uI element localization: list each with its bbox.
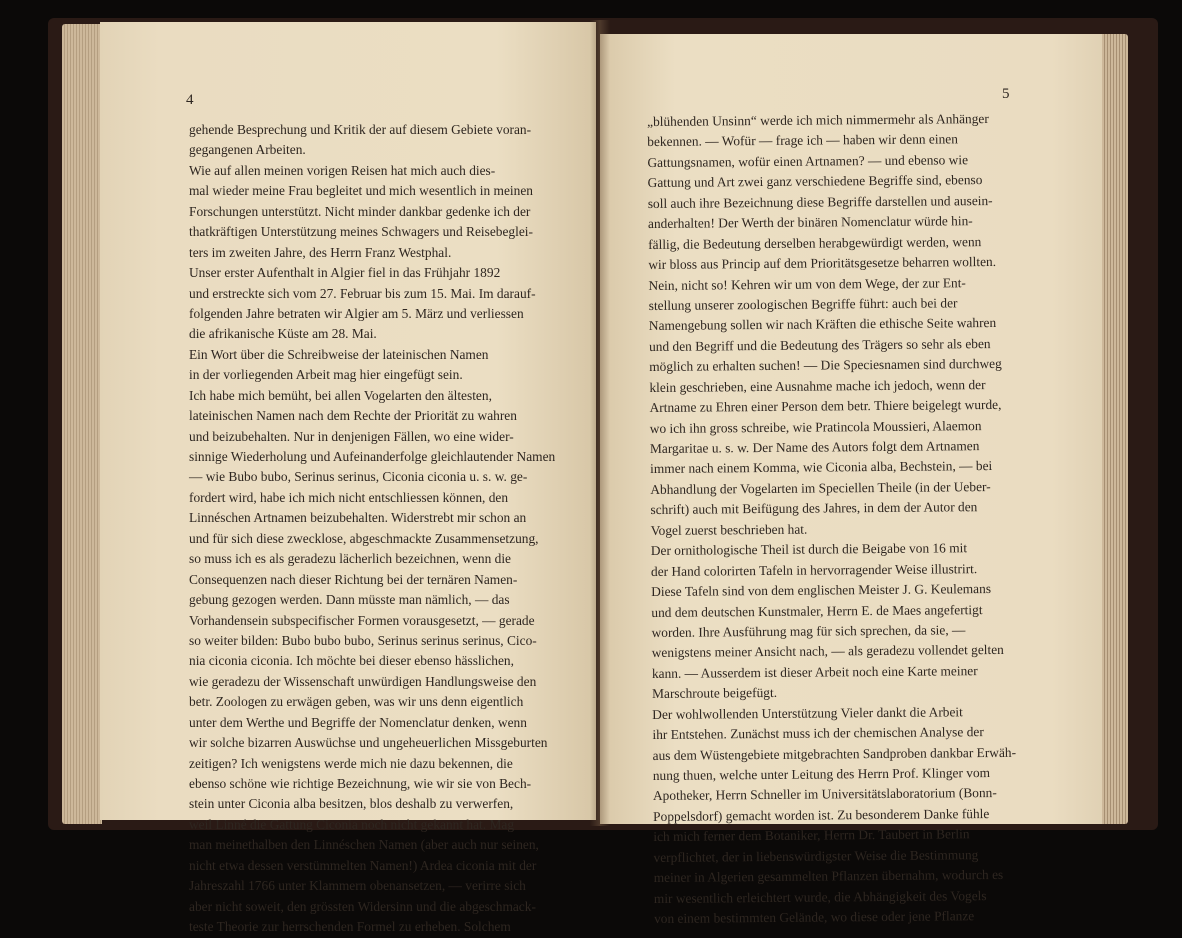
text-line: Wie auf allen meinen vorigen Reisen hat mich auch dies- bbox=[189, 162, 496, 178]
page-edges-right bbox=[1102, 34, 1128, 824]
text-line: Diese Tafeln sind von dem englischen Meister J. G. Keulemans bbox=[651, 581, 992, 600]
text-line: Forschungen unterstützt. Nicht minder dankbar gedenke ich der bbox=[189, 203, 531, 219]
text-line: Vogel zuerst beschrieben hat. bbox=[650, 521, 808, 538]
text-line: sinnige Wiederholung und Aufeinanderfolge gleichlautender Namen bbox=[189, 449, 556, 464]
left-page bbox=[100, 22, 596, 935]
text-line: in der vorliegenden Arbeit mag hier eingefügt sein. bbox=[189, 367, 463, 383]
page-number-left: 4 bbox=[186, 92, 194, 108]
text-line: wo ich ihn gross schreibe, wie Pratincola Moussieri, Alaemon bbox=[649, 417, 982, 436]
text-line: Poppelsdorf) gemacht worden ist. Zu besonderem Danke fühle bbox=[653, 805, 990, 824]
text-line: mir wesentlich erleichtert wurde, die Abhängigkeit des Vogels bbox=[653, 887, 987, 906]
text-line: betr. Zoologen zu erwägen geben, was wir uns denn eigentlich bbox=[189, 694, 524, 710]
text-line: schrift) auch mit Beifügung des Jahres, in dem der Autor den bbox=[650, 499, 978, 518]
text-line: Abhandlung der Vogelarten im Speciellen Theile (in der Ueber- bbox=[650, 478, 991, 497]
text-line: anderhalten! Der Werth der binären Nomenclatur würde hin- bbox=[647, 213, 973, 232]
text-line: klein geschrieben, eine Ausnahme mache ich jedoch, wenn der bbox=[649, 376, 986, 395]
text-line: Namengebung sollen wir nach Kräften die ethische Seite wahren bbox=[648, 315, 997, 334]
text-line: so weiter bilden: Bubo bubo bubo, Serinus serinus serinus, Cico- bbox=[189, 632, 537, 648]
text-line: Jahreszahl 1766 unter Klammern obenansetzen, — verirre sich bbox=[189, 878, 526, 894]
text-line: meiner in Algerien gesammelten Pflanzen übernahm, wodurch es bbox=[653, 867, 1004, 886]
text-line: gegangenen Arbeiten. bbox=[189, 142, 306, 158]
text-line: thatkräftigen Unterstützung meines Schwagers und Reisebeglei- bbox=[189, 224, 533, 240]
text-line: Linnéschen Artnamen beizubehalten. Widerstrebt mir schon an bbox=[189, 510, 527, 526]
text-line: wir solche bizarren Auswüchse und ungeheuerlichen Missgeburten bbox=[189, 735, 548, 751]
text-line: „blühenden Unsinn“ werde ich mich nimmermehr als Anhänger bbox=[647, 111, 989, 129]
text-line: wir bloss aus Princip auf dem Prioritätsgesetze beharren wollten. bbox=[648, 254, 997, 273]
text-line: immer nach einem Komma, wie Ciconia alba, Bechstein, — bei bbox=[650, 458, 993, 477]
text-line: und dem deutschen Kunstmaler, Herrn E. de Maes angefertigt bbox=[651, 601, 983, 620]
text-line: Ich habe mich bemüht, bei allen Vogelarten den ältesten, bbox=[189, 387, 492, 403]
text-line: stellung unserer zoologischen Begriffe führt: auch bei der bbox=[648, 295, 958, 313]
text-line: Ein Wort über die Schreibweise der lateinischen Namen bbox=[189, 346, 489, 362]
text-line: nung thuen, welche unter Leitung des Herrn Prof. Klinger vom bbox=[652, 765, 991, 783]
text-line: ihr Entstehen. Zunächst muss ich der chemischen Analyse der bbox=[652, 724, 984, 743]
text-line: bekennen. — Wofür — frage ich — haben wir denn einen bbox=[647, 131, 958, 150]
text-line: und beizubehalten. Nur in denjenigen Fällen, wo eine wider- bbox=[189, 428, 514, 444]
text-line: teste Theorie zur herrschenden Formel zu erheben. Solchem bbox=[189, 919, 511, 935]
page-edges-left bbox=[62, 24, 102, 824]
text-line: Nein, nicht so! Kehren wir um von dem Wege, der zur Ent- bbox=[648, 274, 966, 293]
text-line: so muss ich es als geradezu lächerlich bezeichnen, wenn die bbox=[189, 551, 511, 567]
text-line: Apotheker, Herrn Schneller im Universitätslaboratorium (Bonn- bbox=[652, 785, 997, 804]
text-line: ters im zweiten Jahre, des Herrn Franz Westphal. bbox=[189, 244, 452, 260]
text-line: aus dem Wüstengebiete mitgebrachten Sandproben dankbar Erwäh- bbox=[652, 744, 1017, 763]
text-line: fordert wird, habe ich mich nicht entschliessen können, den bbox=[189, 489, 509, 505]
text-line: nicht etwa dessen verstümmelten Namen!) Ardea ciconia mit der bbox=[189, 857, 537, 873]
text-line: fällig, die Bedeutung derselben herabgewürdigt werden, wenn bbox=[648, 233, 982, 252]
text-line: wie geradezu der Wissenschaft unwürdigen Handlungsweise den bbox=[189, 673, 537, 689]
text-line: und für sich diese zwecklose, abgeschmackte Zusammensetzung, bbox=[189, 530, 539, 546]
text-line: Gattung und Art zwei ganz verschiedene Begriffe sind, ebenso bbox=[647, 172, 983, 191]
text-line: ebenso schöne wie richtige Bezeichnung, wie wir sie von Bech- bbox=[189, 776, 532, 791]
text-line: — wie Bubo bubo, Serinus serinus, Ciconia ciconia u. s. w. ge- bbox=[189, 469, 528, 485]
text-line: Consequenzen nach dieser Richtung bei der ternären Namen- bbox=[189, 571, 518, 587]
text-line: lateinischen Namen nach dem Rechte der Priorität zu wahren bbox=[189, 408, 517, 424]
text-line: soll auch ihre Bezeichnung diese Begriffe darstellen und ausein- bbox=[647, 192, 993, 211]
text-line: und erstreckte sich vom 27. Februar bis zum 15. Mai. Im darauf- bbox=[189, 285, 536, 301]
left-page-text bbox=[189, 120, 565, 938]
text-line: möglich zu erhalten suchen! — Die Speciesnamen sind durchweg bbox=[649, 356, 1002, 375]
page-number-right: 5 bbox=[1002, 86, 1010, 102]
text-line: stein unter Ciconia alba besitzen, blos deshalb zu verwerfen, bbox=[189, 796, 514, 812]
text-line: Der ornithologische Theil ist durch die Beigabe von 16 mit bbox=[650, 540, 968, 559]
text-line: Vorhandensein subspecifischer Formen vorausgesetzt, — gerade bbox=[189, 612, 535, 628]
text-line: wenigstens meiner Ansicht nach, — als geradezu vollendet gelten bbox=[651, 642, 1004, 661]
text-line: die afrikanische Küste am 28. Mai. bbox=[189, 326, 377, 342]
text-line: Der wohlwollenden Unterstützung Vieler dankt die Arbeit bbox=[652, 703, 963, 722]
text-line: und den Begriff und die Bedeutung des Trägers so sehr als eben bbox=[648, 335, 991, 354]
text-line: von einem bestimmten Gelände, wo diese oder jene Pflanze bbox=[653, 908, 975, 927]
text-line: der Hand colorirten Tafeln in hervorragender Weise illustrirt. bbox=[650, 560, 978, 579]
text-line: kann. — Ausserdem ist dieser Arbeit noch eine Karte meiner bbox=[651, 662, 978, 681]
text-line: gehende Besprechung und Kritik der auf diesem Gebiete voran- bbox=[189, 122, 532, 137]
text-line: Marschroute beigefügt. bbox=[652, 685, 778, 702]
text-line: mal wieder meine Frau begleitet und mich wesentlich in meinen bbox=[189, 183, 533, 199]
text-line: Artname zu Ehren einer Person dem betr. Thiere beigelegt wurde, bbox=[649, 397, 1002, 416]
text-line: verpflichtet, der in liebenswürdigster Weise die Bestimmung bbox=[653, 846, 979, 865]
text-line: Unser erster Aufenthalt in Algier fiel in das Frühjahr 1892 bbox=[189, 265, 501, 281]
text-line: aber nicht soweit, den grössten Widersinn und die abgeschmack- bbox=[189, 898, 536, 914]
text-line: Gattungsnamen, wofür einen Artnamen? — und ebenso wie bbox=[647, 152, 969, 170]
text-line: worden. Ihre Ausführung mag für sich sprechen, da sie, — bbox=[651, 622, 966, 640]
text-line: zeitigen? Ich wenigstens werde mich nie dazu bekennen, die bbox=[189, 755, 513, 771]
right-page bbox=[600, 34, 1102, 927]
text-line: gebung gezogen werden. Dann müsste man nämlich, — das bbox=[189, 592, 510, 608]
text-line: man meinethalben den Linnéschen Namen (aber auch nur seinen, bbox=[189, 837, 539, 853]
text-line: Margaritae u. s. w. Der Name des Autors folgt dem Artnamen bbox=[649, 438, 980, 456]
right-page-text bbox=[647, 109, 1027, 930]
text-line: ich mich ferner dem Botaniker, Herrn Dr. Taubert in Berlin bbox=[653, 826, 970, 845]
text-line: folgenden Jahre betraten wir Algier am 5. März und verliessen bbox=[189, 305, 524, 321]
text-line: unter dem Werthe und Begriffe der Nomenclatur denken, wenn bbox=[189, 714, 527, 730]
text-line: weil Linné die Gattung Ciconia noch nicht gekannt hat. Mag bbox=[189, 816, 515, 832]
text-line: nia ciconia ciconia. Ich möchte bei dieser ebenso hässlichen, bbox=[189, 653, 514, 669]
